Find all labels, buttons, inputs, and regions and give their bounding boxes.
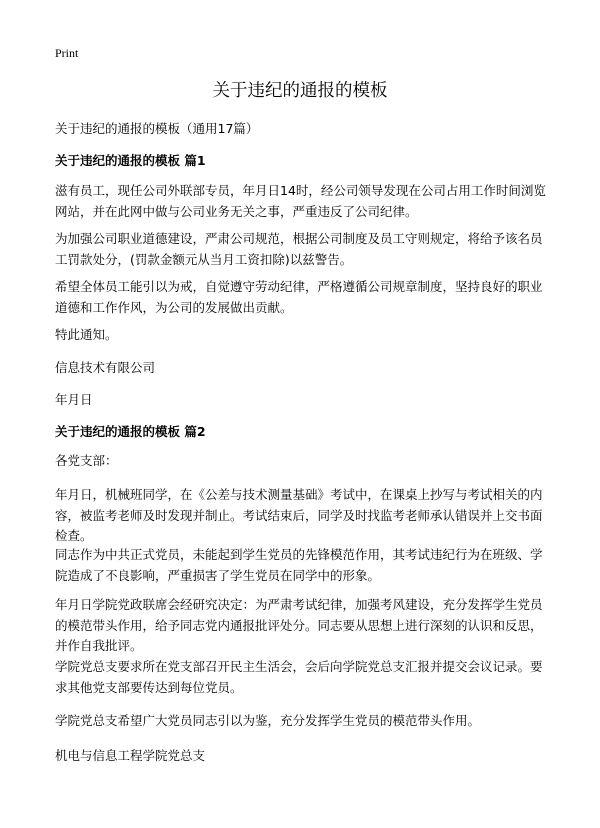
paragraph: 各党支部：	[55, 453, 118, 468]
document-title: 关于违纪的通报的模板	[212, 81, 388, 101]
print-label: Print	[55, 46, 79, 60]
paragraph: 同志作为中共正式党员，未能起到学生党员的先锋模范作用，其考试违纪行为在班级、学院造成了不良影响，严重损害了学生党员在同学中的形象。	[55, 547, 543, 583]
paragraph: 希望全体员工能引以为戒，自觉遵守劳动纪律，严格遵循公司规章制度，坚持良好的职业道德和工作作风，为公司的发展做出贡献。	[55, 279, 543, 315]
paragraph: 学院党总支希望广大党员同志引以为鉴，充分发挥学生党员的模范带头作用。	[55, 713, 481, 728]
section-heading-1: 关于违纪的通报的模板 篇1	[55, 153, 206, 168]
paragraph: 特此通知。	[55, 327, 118, 342]
paragraph: 滋有员工，现任公司外联部专员，年月日14时，经公司领导发现在公司占用工作时间浏览网站，并在此网中做与公司业务无关之事，严重违反了公司纪律。	[55, 183, 546, 219]
paragraph: 年月日	[55, 392, 93, 407]
paragraph: 年月日学院党政联席会经研究决定：为严肃考试纪律，加强考风建设，充分发挥学生党员的模范带头作用，给予同志党内通报批评处分。同志要从思想上进行深刻的认识和反思，并作自我批评。	[55, 597, 543, 653]
paragraph: 学院党总支要求所在党支部召开民主生活会，会后向学院党总支汇报并提交会议记录。要求其他党支部要传达到每位党员。	[55, 659, 543, 695]
document-subtitle: 关于违纪的通报的模板（通用17篇）	[55, 121, 259, 136]
section-heading-2: 关于违纪的通报的模板 篇2	[55, 424, 206, 439]
paragraph: 为加强公司职业道德建设，严肃公司规范，根据公司制度及员工守则规定，将给予该名员工罚款处分，(罚款金额元从当月工资扣除)以兹警告。	[55, 231, 543, 267]
paragraph: 信息技术有限公司	[55, 360, 156, 375]
paragraph: 年月日，机械班同学，在《公差与技术测量基础》考试中，在课桌上抄写与考试相关的内容，被监考老师及时发现并制止。考试结束后，同学及时找监考老师承认错误并上交书面检查。	[55, 487, 543, 543]
paragraph: 机电与信息工程学院党总支	[55, 748, 206, 763]
